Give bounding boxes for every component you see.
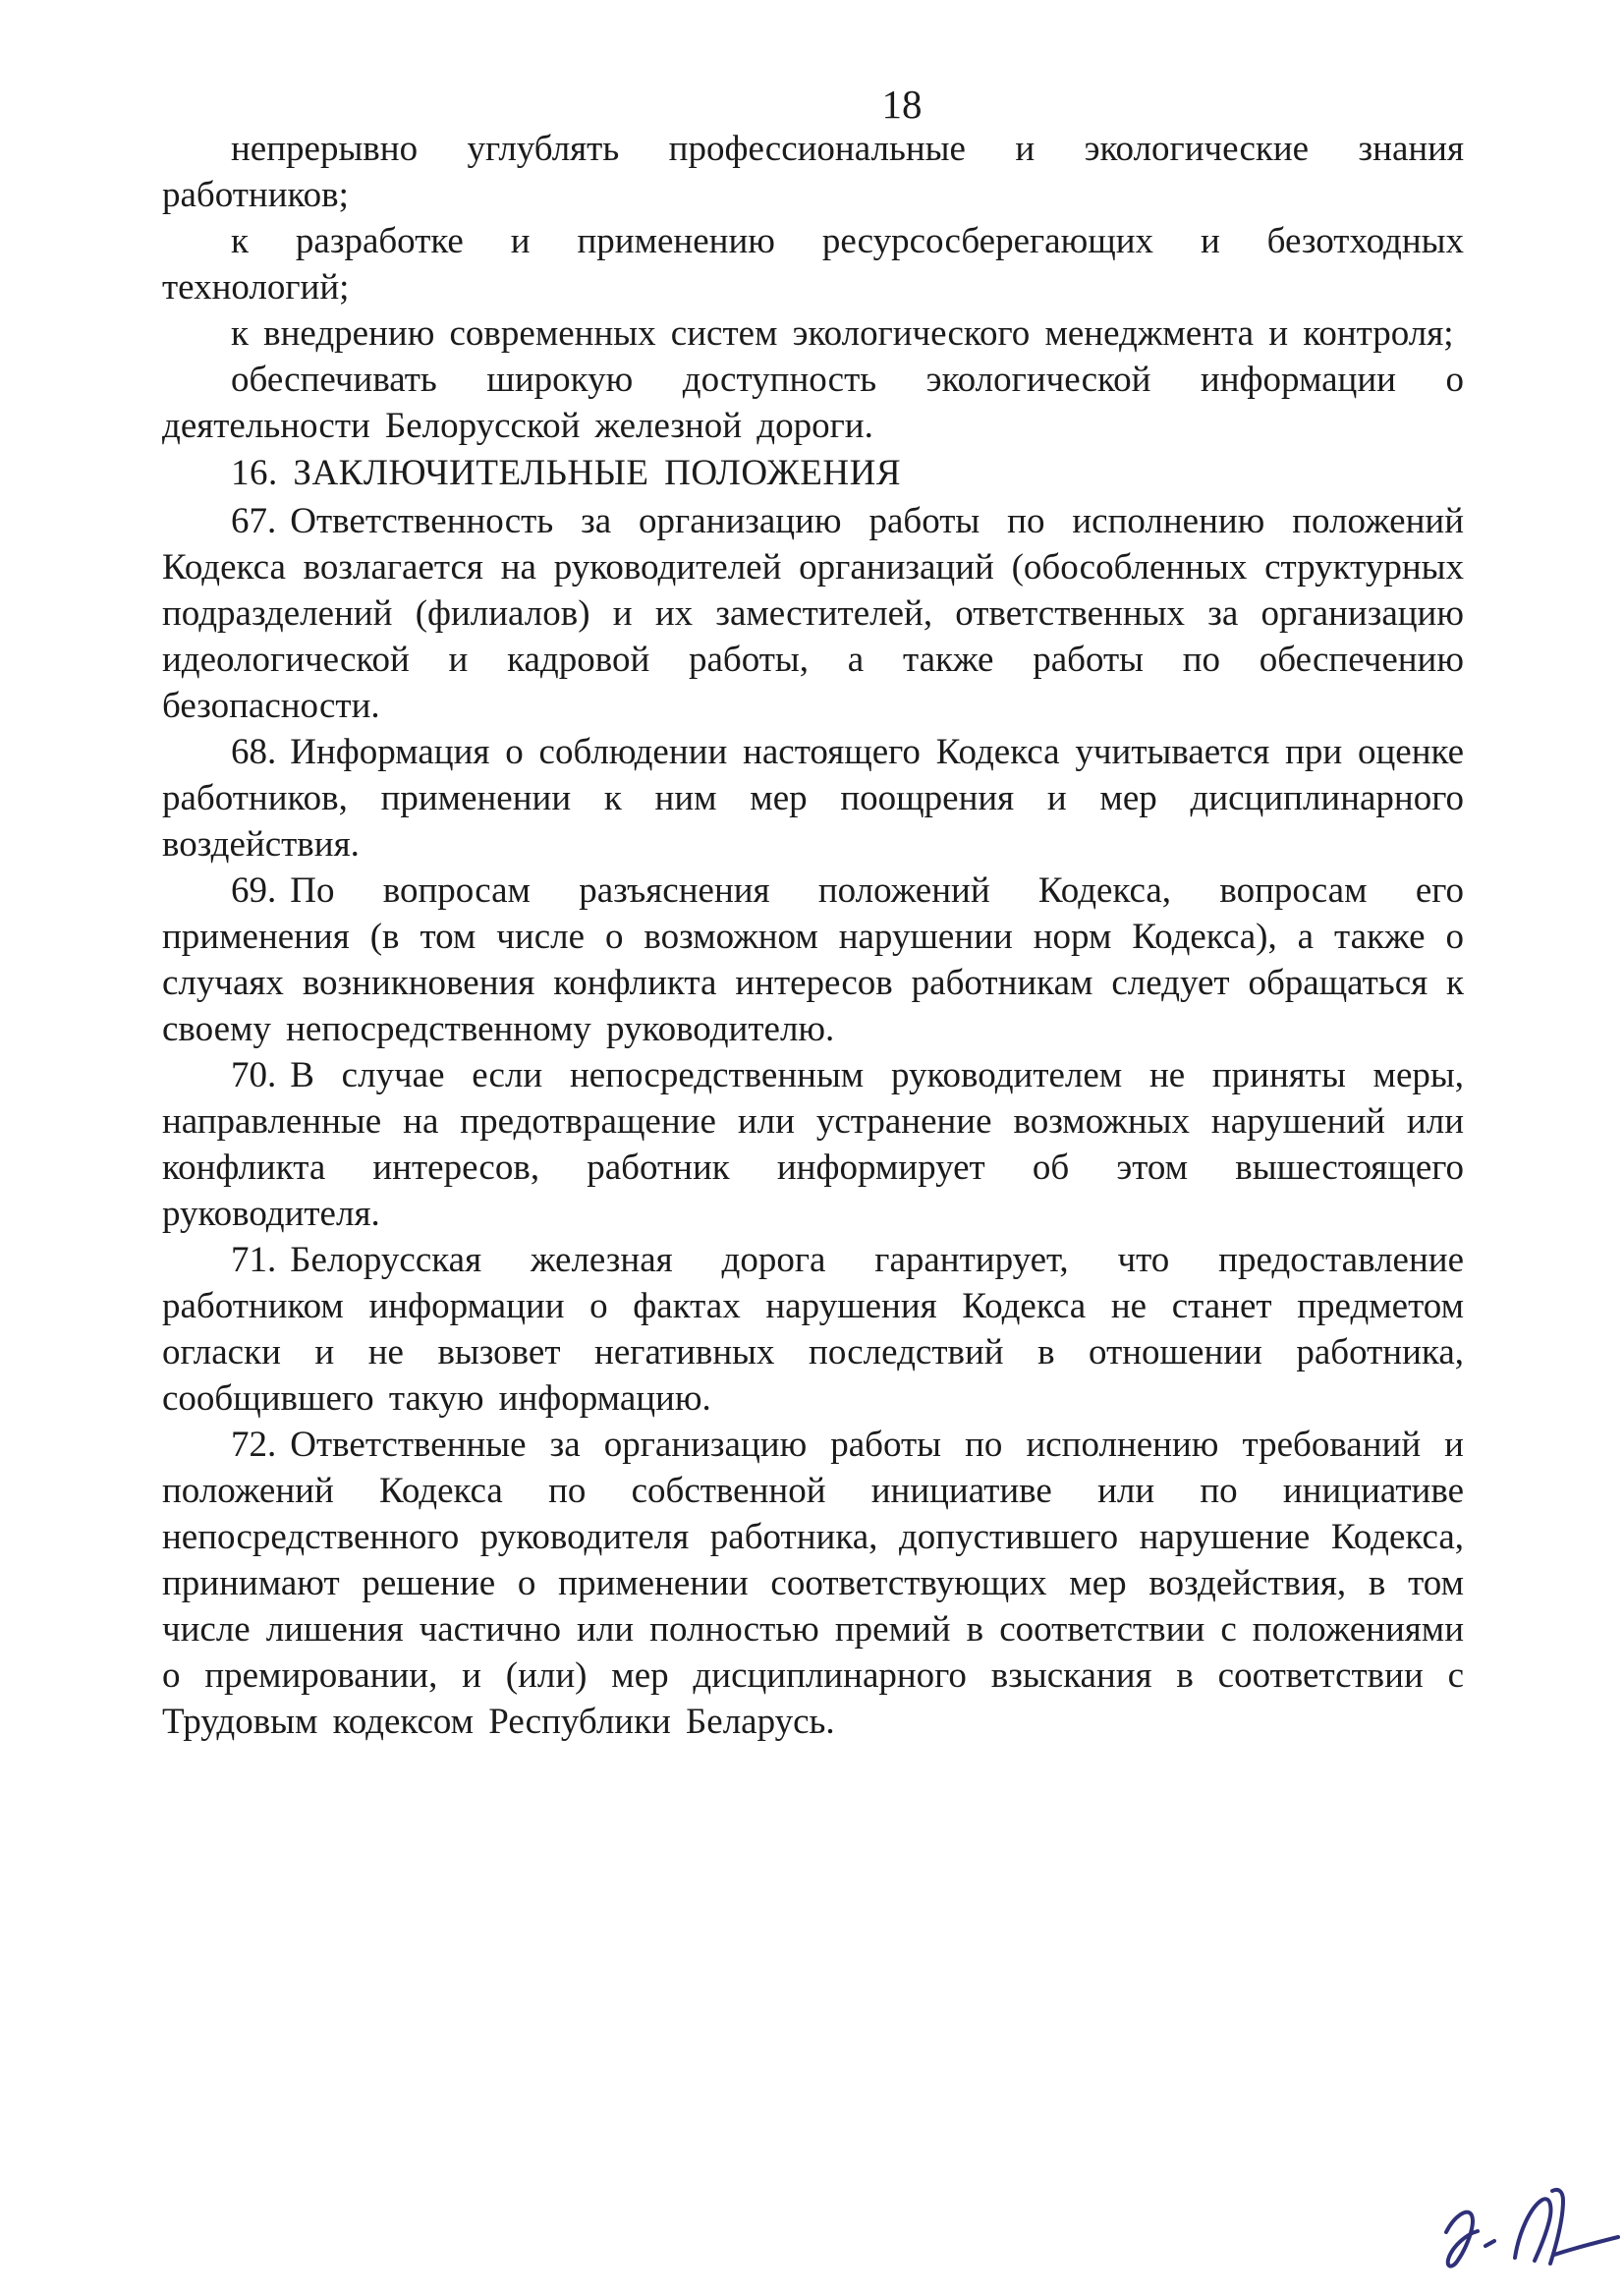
paragraph-text: Ответственные за организацию работы по исполнению требований и положений Кодекса по собственной инициативе или по инициативе непосредственного руководителя работника, допустившего нарушение Кодекса, принимают решение о применении соответствующих мер воздействия, в том числе лишения частично или полностью премий в соответствии с положениями о премировании, и (или) мер дисциплинарного взыскания в соответствии с Трудовым кодексом Республики Беларусь. bbox=[162, 1425, 1464, 1742]
paragraph-68 bbox=[162, 729, 1464, 868]
signature-stroke bbox=[1515, 2199, 1550, 2261]
paragraph-text: Ответственность за организацию работы по исполнению положений Кодекса возлагается на руководителей организаций (обособленных структурных подразделений (филиалов) и их заместителей, ответственных за организацию идеологической и кадровой работы, а также работы по обеспечению безопасности. bbox=[162, 501, 1464, 726]
paragraph-number: 69. bbox=[231, 870, 277, 911]
list-item: обеспечивать широкую доступность экологической информации о деятельности Белорусской железной дороги. bbox=[162, 360, 1464, 446]
paragraph-70 bbox=[162, 1052, 1464, 1237]
paragraph-number: 71. bbox=[231, 1240, 277, 1280]
signature-stroke bbox=[1485, 2241, 1494, 2246]
paragraph-72 bbox=[162, 1422, 1464, 1745]
paragraph-67 bbox=[162, 498, 1464, 729]
paragraph-number: 72. bbox=[231, 1425, 277, 1465]
list-item: к разработке и применению ресурсосберегающих и безотходных технологий; bbox=[162, 221, 1464, 308]
paragraph-number: 68. bbox=[231, 732, 277, 772]
paragraph-text: Белорусская железная дорога гарантирует, что предоставление работником информации о фактах нарушения Кодекса не станет предметом огласки и не вызовет негативных последствий в отношении работника, сообщившего такую информацию. bbox=[162, 1240, 1464, 1419]
paragraph-text: Информация о соблюдении настоящего Кодекса учитывается при оценке работников, применении к ним мер поощрения и мер дисциплинарного воздействия. bbox=[162, 732, 1464, 865]
paragraph-71 bbox=[162, 1237, 1464, 1422]
paragraph-number: 67. bbox=[231, 501, 277, 541]
signature-stroke bbox=[1446, 2212, 1478, 2267]
page-number: 18 bbox=[881, 82, 923, 127]
handwritten-signature-mark bbox=[1423, 2169, 1624, 2292]
paragraph-69 bbox=[162, 868, 1464, 1052]
paragraph-number: 70. bbox=[231, 1055, 277, 1095]
section-heading: 16. ЗАКЛЮЧИТЕЛЬНЫЕ ПОЛОЖЕНИЯ bbox=[231, 453, 902, 493]
signature-stroke bbox=[1554, 2237, 1618, 2255]
text-block bbox=[162, 126, 1464, 1745]
list-item: к внедрению современных систем экологического менеджмента и контроля; bbox=[231, 313, 1454, 354]
paragraph-text: По вопросам разъяснения положений Кодекса, вопросам его применения (в том числе о возможном нарушении норм Кодекса), а также о случаях возникновения конфликта интересов работникам следует обращаться к своему непосредственному руководителю. bbox=[162, 870, 1464, 1049]
paragraph-text: В случае если непосредственным руководителем не приняты меры, направленные на предотвращение или устранение возможных нарушений или конфликта интересов, работник информирует об этом вышестоящего руководителя. bbox=[162, 1055, 1464, 1234]
list-item: непрерывно углублять профессиональные и экологические знания работников; bbox=[162, 129, 1464, 215]
